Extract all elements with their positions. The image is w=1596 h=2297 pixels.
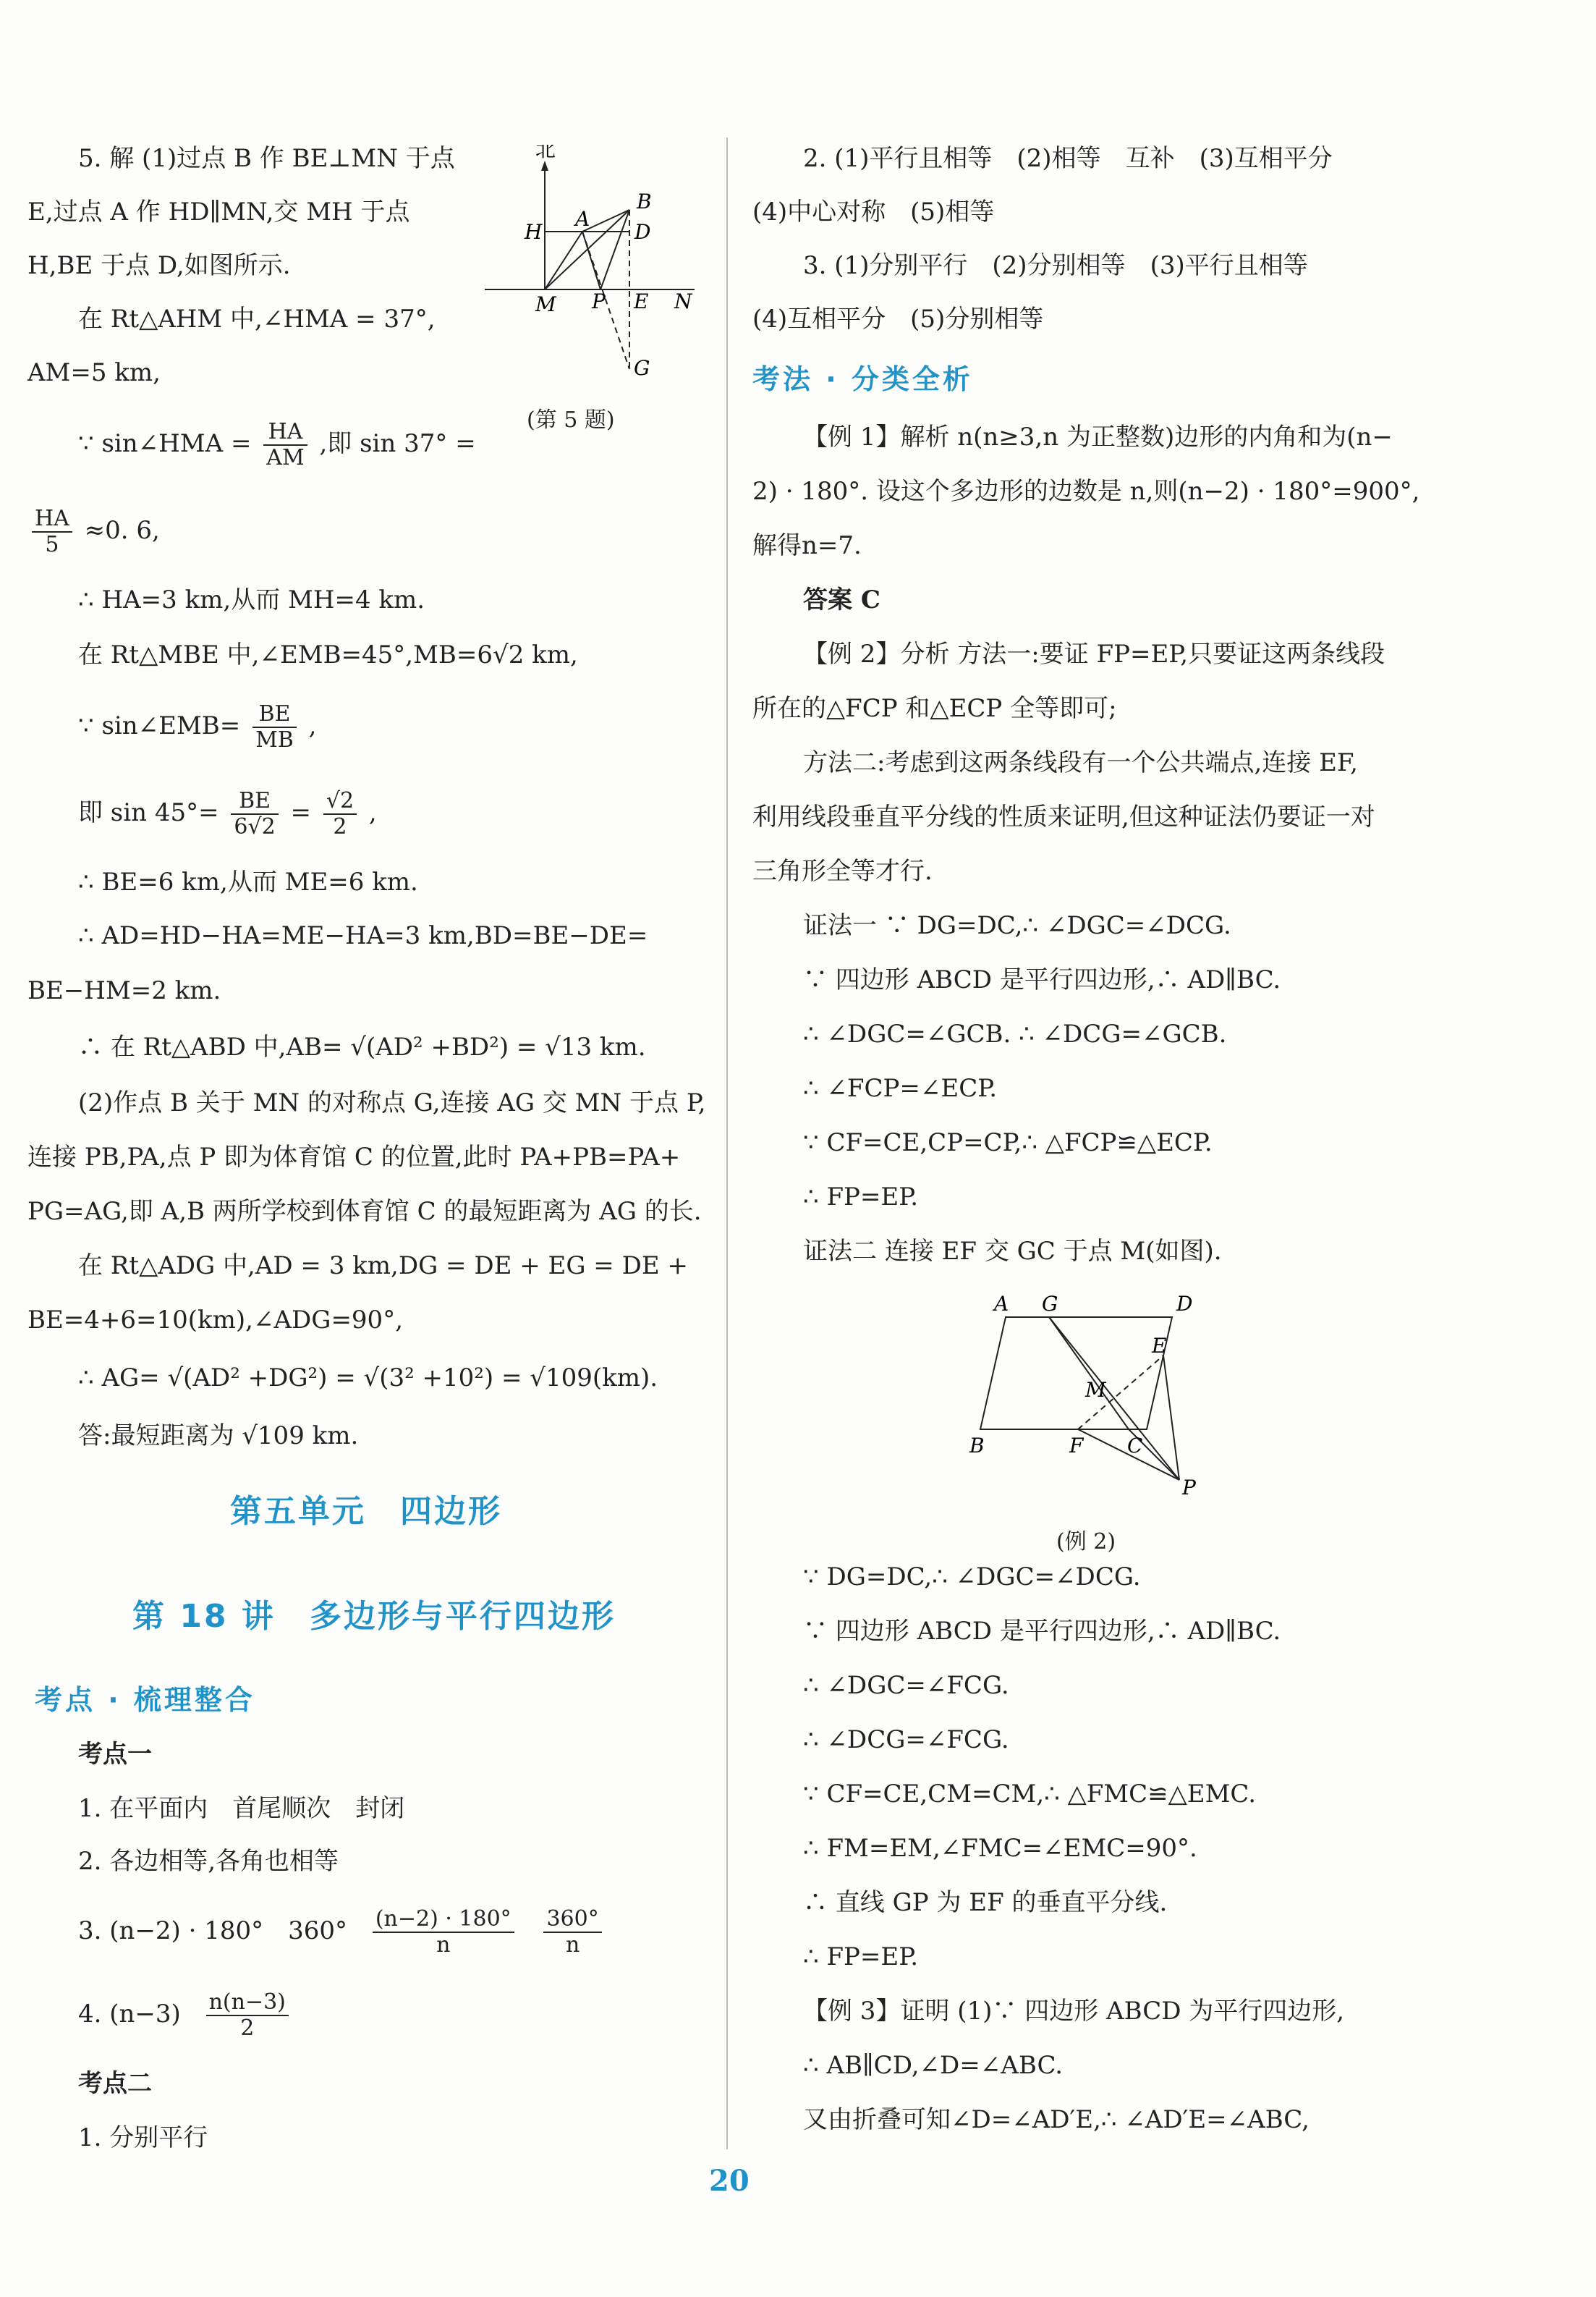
ex2-label: B <box>969 1434 985 1458</box>
text-line: ∴ FP=EP. <box>803 1942 919 1971</box>
text-line: H,BE 于点 D,如图所示. <box>27 251 291 280</box>
list-item: 2. 各边相等,各角也相等 <box>78 1847 339 1876</box>
text-line: ∵ DG=DC,∴ ∠DGC=∠DCG. <box>803 1562 1141 1591</box>
fraction: $\frac{BE}{MB}$ <box>252 702 297 753</box>
text-line: ∵ CF=CE,CM=CM,∴ △FMC≌△EMC. <box>803 1780 1257 1809</box>
fig5-label: E <box>634 289 649 313</box>
figure-example-2 <box>962 1285 1237 1502</box>
formula-line: $\frac{HA}{5}$ ≈0. 6, <box>27 507 160 557</box>
fig5-label: A <box>575 207 590 231</box>
text-line: ∴ AG= √(AD² +DG²) = √(3² +10²) = √109(km). <box>78 1363 658 1392</box>
fig5-label: G <box>634 356 650 380</box>
fraction: $\frac{√2}{2}$ <box>323 789 357 839</box>
figure-ex2-svg <box>962 1285 1237 1502</box>
text-line: 【例 1】解析 n(n≥3,n 为正整数)边形的内角和为(n− <box>803 423 1393 452</box>
fraction: $\frac{HA}{AM}$ <box>263 420 307 470</box>
formula-line: ∵ sin∠EMB= $\frac{BE}{MB}$ , <box>78 701 317 753</box>
list-item: 3. (1)分别平行 (2)分别相等 (3)平行且相等 <box>803 251 1308 280</box>
text-line: ∴ FM=EM,∠FMC=∠EMC=90°. <box>803 1834 1197 1863</box>
text-line: ∴ ∠FCP=∠ECP. <box>803 1074 998 1103</box>
text-line: BE−HM=2 km. <box>27 976 221 1005</box>
text-line: 答:最短距离为 √109 km. <box>78 1421 359 1450</box>
ex2-label: E <box>1152 1334 1167 1358</box>
text-line: ∴ FP=EP. <box>803 1183 919 1211</box>
text-line: 2) · 180°. 设这个多边形的边数是 n,则(n−2) · 180°=900°, <box>752 477 1420 506</box>
text-line: 又由折叠可知∠D=∠AD′E,∴ ∠AD′E=∠ABC, <box>803 2105 1310 2134</box>
fig5-label: H <box>525 220 543 244</box>
text-line: PG=AG,即 A,B 两所学校到体育馆 C 的最短距离为 AG 的长. <box>27 1197 702 1226</box>
fig5-label: N <box>674 289 692 313</box>
text-line: 证法一 ∵ DG=DC,∴ ∠DGC=∠DCG. <box>803 911 1231 940</box>
text-line: 证法二 连接 EF 交 GC 于点 M(如图). <box>803 1237 1222 1266</box>
list-item: 2. (1)平行且相等 (2)相等 互补 (3)互相平分 <box>803 144 1333 173</box>
list-item: 4. (n−3) $\frac{n(n-3)}{2}$ <box>78 1990 293 2041</box>
list-item: 3. (n−2) · 180° 360° $\frac{(n-2) \cdot 180^\circ}{n}$ $\frac{360^\circ}{n}$ <box>78 1907 606 1958</box>
text-line: 在 Rt△ADG 中,AD = 3 km,DG = DE + EG = DE + <box>78 1251 688 1280</box>
text-line: 5. 解 (1)过点 B 作 BE⊥MN 于点 <box>78 144 455 173</box>
ex2-label: P <box>1182 1476 1196 1499</box>
figure-5-svg <box>485 145 702 391</box>
text-line: ∴ ∠DGC=∠FCG. <box>803 1671 1009 1700</box>
text-line: ∵ 四边形 ABCD 是平行四边形,∴ AD∥BC. <box>803 965 1281 994</box>
ex2-label: C <box>1127 1434 1143 1458</box>
fig5-label: M <box>535 292 556 316</box>
ex2-label: M <box>1085 1378 1106 1402</box>
column-divider <box>726 138 728 2149</box>
text-line: ∴ ∠DGC=∠GCB. ∴ ∠DCG=∠GCB. <box>803 1020 1227 1049</box>
sub-heading: 考点二 <box>78 2069 152 2098</box>
formula-line: ∵ sin∠HMA = $\frac{HA}{AM}$ ,即 sin 37° = <box>78 419 476 470</box>
text-line: E,过点 A 作 HD∥MN,交 MH 于点 <box>27 198 410 227</box>
text-line: 利用线段垂直平分线的性质来证明,但这种证法仍要证一对 <box>752 803 1375 832</box>
text-line: 【例 2】分析 方法一:要证 FP=EP,只要证这两条线段 <box>803 640 1385 669</box>
fraction: $\frac{HA}{5}$ <box>32 507 72 557</box>
text-line: ∴ 直线 GP 为 EF 的垂直平分线. <box>803 1888 1168 1917</box>
figure-problem-5 <box>485 145 702 391</box>
text-line: 在 Rt△AHM 中,∠HMA = 37°, <box>78 305 436 334</box>
fig5-label: D <box>634 220 651 244</box>
formula-line: 即 sin 45°= $\frac{BE}{6√2}$ = $\frac{√2}{2}$ , <box>78 788 377 839</box>
text-line: ∴ 在 Rt△ABD 中,AB= √(AD² +BD²) = √13 km. <box>78 1033 646 1062</box>
unit-title: 第五单元 四边形 <box>230 1493 502 1530</box>
text-line: (2)作点 B 关于 MN 的对称点 G,连接 AG 交 MN 于点 P, <box>78 1088 706 1117</box>
lesson-title: 第 18 讲 多边形与平行四边形 <box>132 1598 616 1635</box>
text-line: ∴ BE=6 km,从而 ME=6 km. <box>78 868 418 897</box>
text-line: 【例 3】证明 (1)∵ 四边形 ABCD 为平行四边形, <box>803 1997 1345 2026</box>
text-line: ∴ HA=3 km,从而 MH=4 km. <box>78 585 425 614</box>
figure-5-caption: (第 5 题) <box>527 407 615 433</box>
ex2-label: D <box>1176 1292 1193 1316</box>
page-number: 20 <box>709 2164 750 2198</box>
text-line: ∵ 四边形 ABCD 是平行四边形,∴ AD∥BC. <box>803 1617 1281 1646</box>
text-line: AM=5 km, <box>27 358 161 387</box>
text-line: 连接 PB,PA,点 P 即为体育馆 C 的位置,此时 PA+PB=PA+ <box>27 1143 681 1172</box>
text-line: ∴ AB∥CD,∠D=∠ABC. <box>803 2051 1064 2080</box>
text-line: 解得n=7. <box>752 531 862 560</box>
text-line: 三角形全等才行. <box>752 857 933 886</box>
ex2-label: F <box>1069 1434 1084 1458</box>
ex2-label: A <box>994 1292 1009 1316</box>
fraction: $\frac{BE}{6√2}$ <box>231 789 278 839</box>
list-item: (4)中心对称 (5)相等 <box>752 198 995 227</box>
list-item: 1. 分别平行 <box>78 2123 208 2152</box>
fig5-label: P <box>592 289 606 313</box>
ex2-label: G <box>1042 1292 1058 1316</box>
figure-ex2-caption: (例 2) <box>1056 1529 1116 1554</box>
text-line: ∵ CF=CE,CP=CP,∴ △FCP≌△ECP. <box>803 1128 1213 1157</box>
list-item: (4)互相平分 (5)分别相等 <box>752 305 1044 334</box>
text-line: ∴ ∠DCG=∠FCG. <box>803 1725 1009 1754</box>
fraction: $\frac{360^\circ}{n}$ <box>543 1907 601 1958</box>
text-line: ∴ AD=HD−HA=ME−HA=3 km,BD=BE−DE= <box>78 921 648 950</box>
text-line: BE=4+6=10(km),∠ADG=90°, <box>27 1306 403 1334</box>
section-heading: 考法 · 分类全析 <box>752 363 973 395</box>
sub-heading: 考点一 <box>78 1740 152 1769</box>
list-item: 1. 在平面内 首尾顺次 封闭 <box>78 1794 405 1823</box>
fig5-label: B <box>637 190 652 213</box>
fraction: $\frac{n(n-3)}{2}$ <box>206 1990 289 2041</box>
text-line: 方法二:考虑到这两条线段有一个公共端点,连接 EF, <box>803 748 1358 777</box>
fig5-label: 北 <box>535 145 556 161</box>
answer-line: 答案 C <box>803 585 880 614</box>
section-heading: 考点 · 梳理整合 <box>35 1684 255 1716</box>
fraction: $\frac{(n-2) \cdot 180^\circ}{n}$ <box>373 1907 514 1958</box>
text-line: 在 Rt△MBE 中,∠EMB=45°,MB=6√2 km, <box>78 640 578 669</box>
text-line: 所在的△FCP 和△ECP 全等即可; <box>752 694 1117 723</box>
